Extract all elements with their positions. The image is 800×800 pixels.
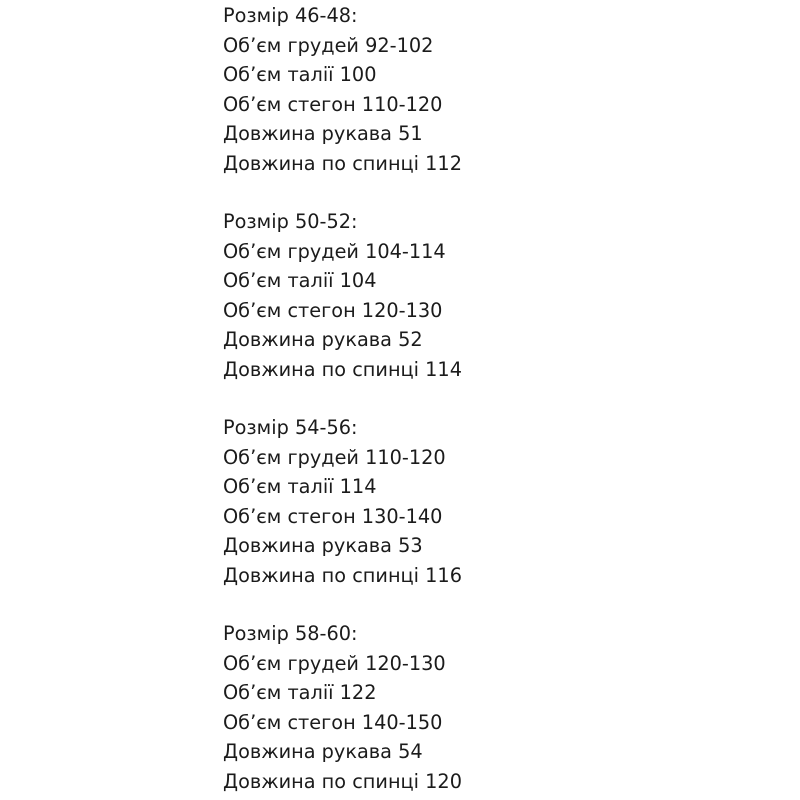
- sleeve-length: Довжина рукава 54: [223, 740, 423, 764]
- hip-measurement: Об’єм стегон 140-150: [223, 710, 443, 734]
- size-block-50-52: [223, 207, 783, 384]
- chest-measurement: Об’єм грудей 120-130: [223, 651, 446, 675]
- size-chart-text: [223, 1, 783, 796]
- waist-measurement: Об’єм талії 114: [223, 475, 377, 499]
- chest-measurement: Об’єм грудей 104-114: [223, 239, 446, 263]
- size-heading: Розмір 54-56:: [223, 416, 358, 440]
- back-length: Довжина по спинці 116: [223, 563, 462, 587]
- chest-measurement: Об’єм грудей 92-102: [223, 33, 434, 57]
- size-block-46-48: [223, 1, 783, 178]
- waist-measurement: Об’єм талії 100: [223, 63, 377, 86]
- sleeve-length: Довжина рукава 53: [223, 534, 423, 558]
- hip-measurement: Об’єм стегон 120-130: [223, 298, 443, 322]
- size-heading: Розмір 46-48:: [223, 4, 358, 27]
- back-length: Довжина по спинці 114: [223, 357, 462, 381]
- chest-measurement: Об’єм грудей 110-120: [223, 445, 446, 469]
- hip-measurement: Об’єм стегон 130-140: [223, 504, 443, 528]
- size-block-54-56: [223, 413, 783, 590]
- sleeve-length: Довжина рукава 52: [223, 328, 423, 352]
- back-length: Довжина по спинці 120: [223, 769, 462, 793]
- back-length: Довжина по спинці 112: [223, 151, 462, 175]
- size-block-58-60: [223, 619, 783, 796]
- size-heading: Розмір 50-52:: [223, 210, 358, 234]
- waist-measurement: Об’єм талії 122: [223, 681, 377, 705]
- size-heading: Розмір 58-60:: [223, 622, 358, 646]
- waist-measurement: Об’єм талії 104: [223, 269, 377, 293]
- hip-measurement: Об’єм стегон 110-120: [223, 92, 443, 116]
- sleeve-length: Довжина рукава 51: [223, 122, 423, 145]
